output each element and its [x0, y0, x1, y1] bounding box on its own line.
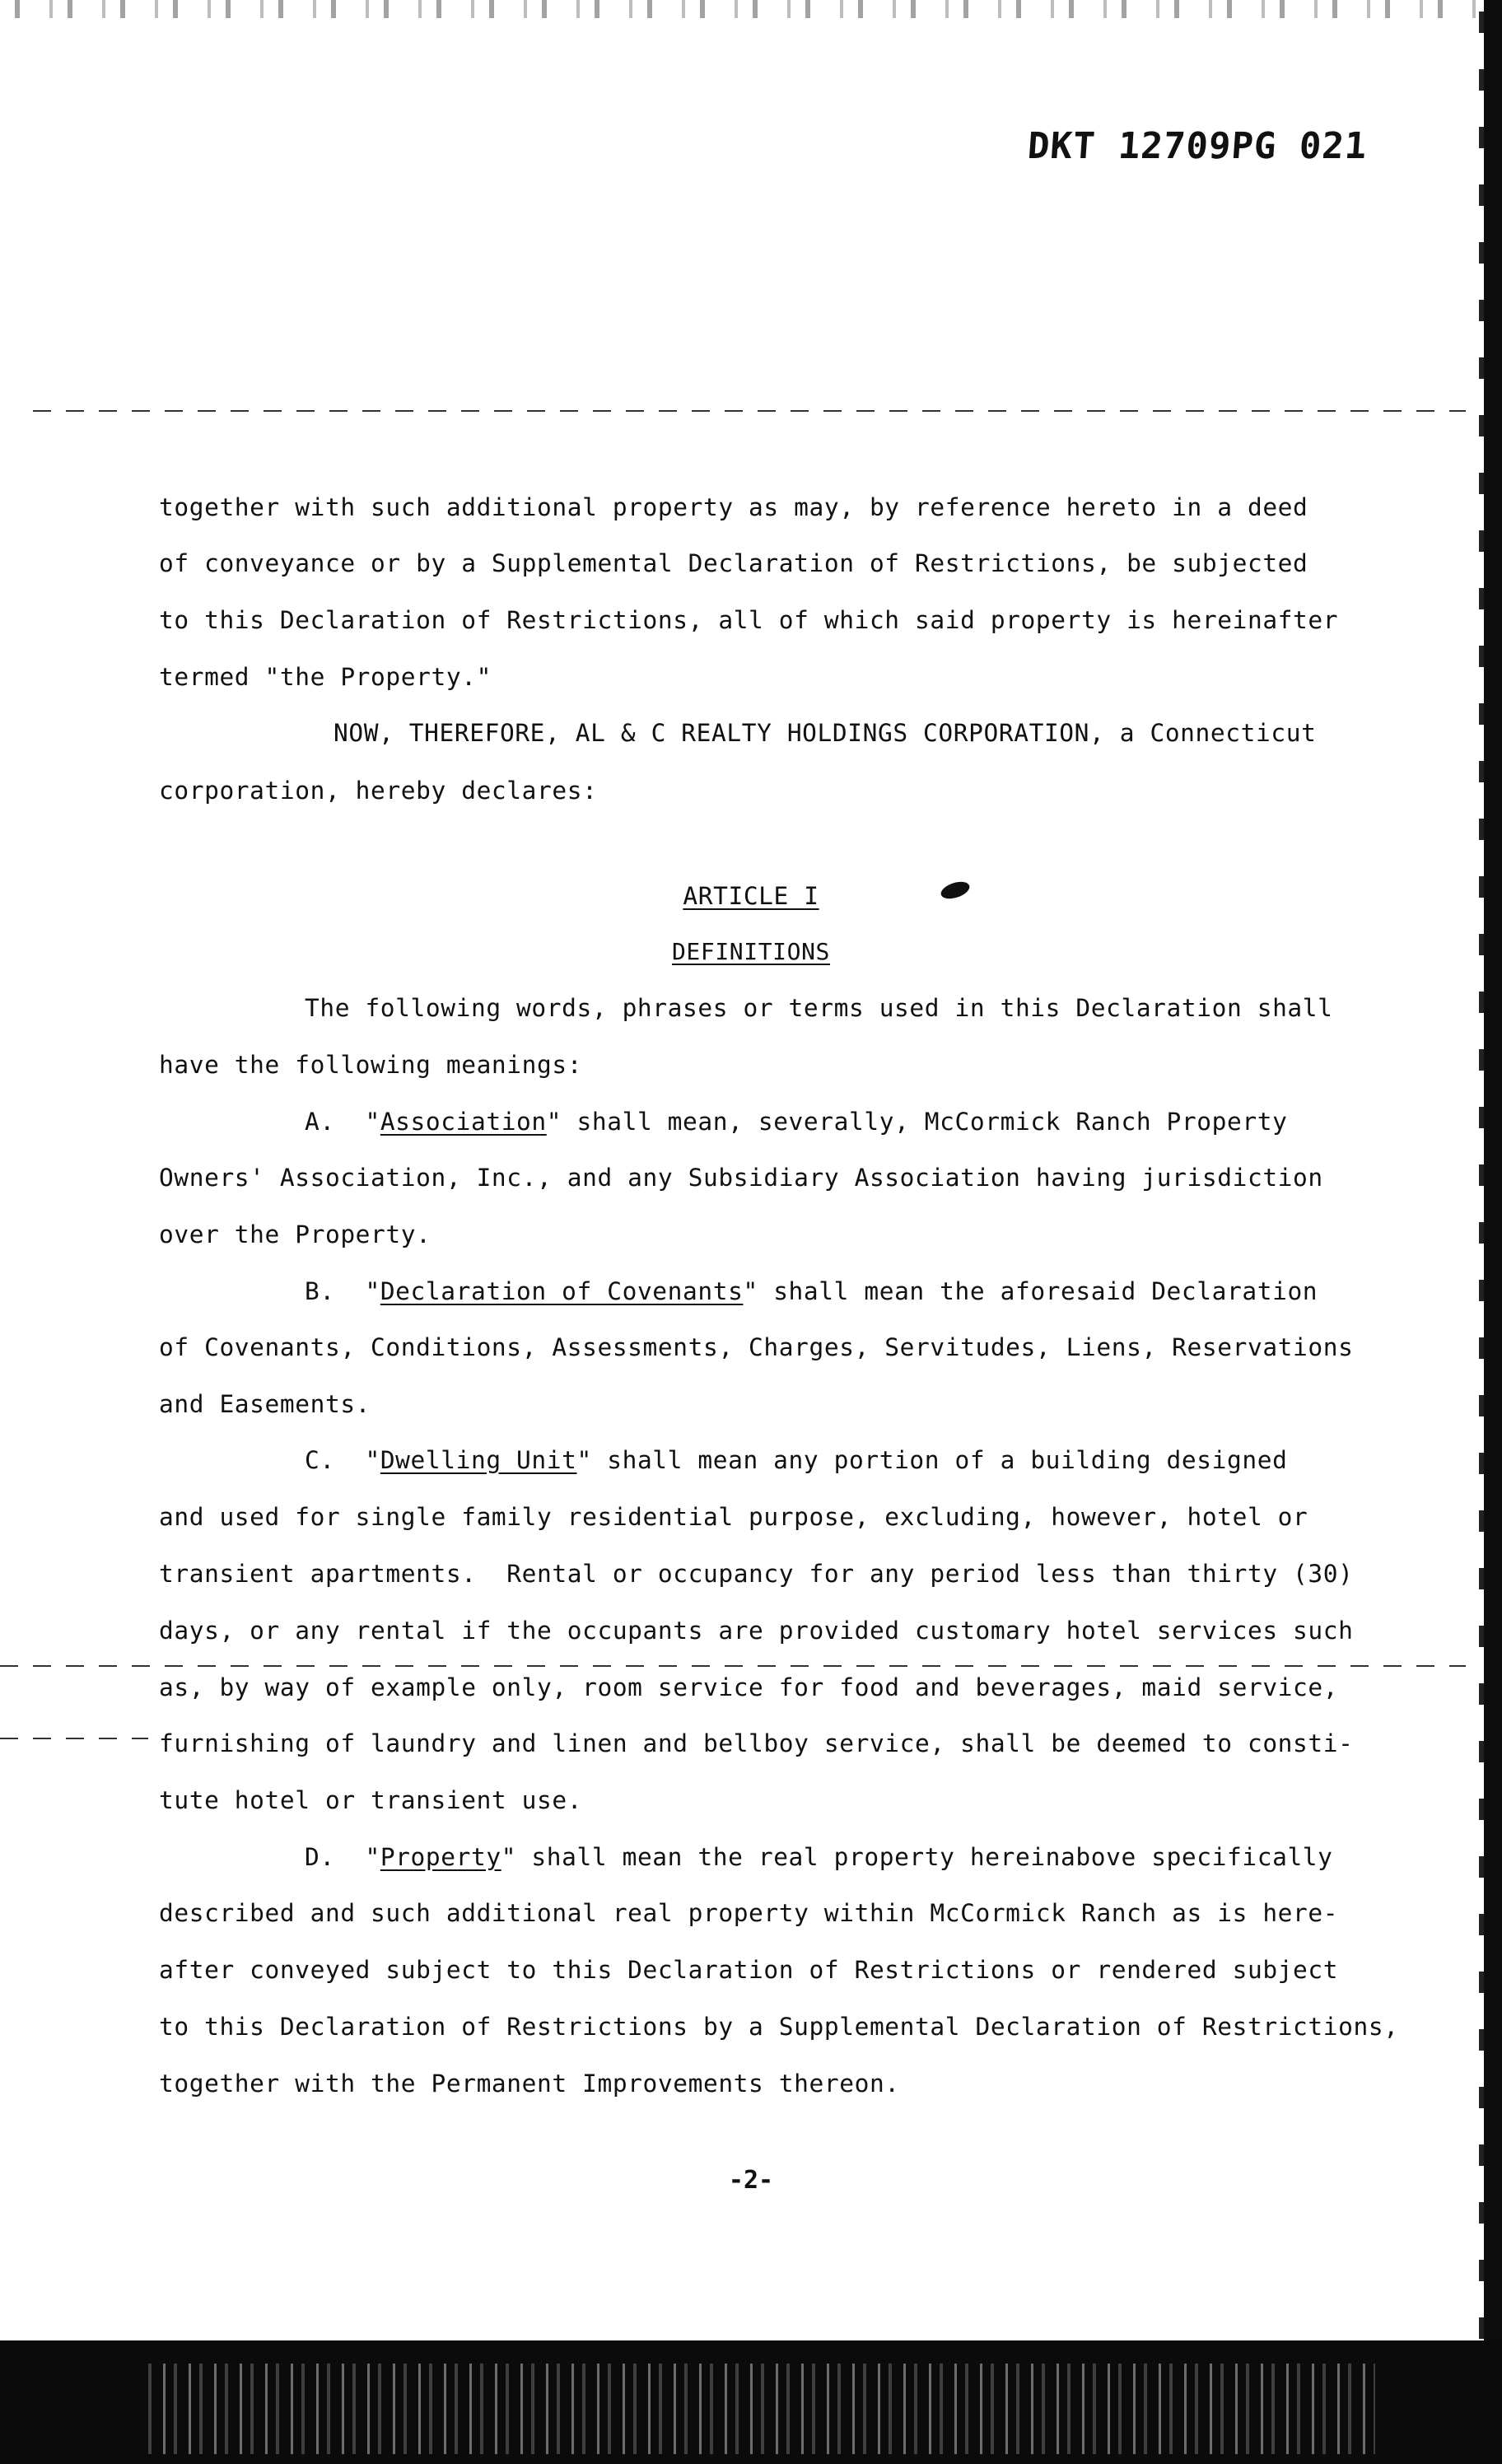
- definition-prefix: C. ": [305, 1446, 380, 1474]
- article-heading: ARTICLE I: [683, 882, 819, 910]
- definition-c: [305, 1444, 1287, 1477]
- definition-text: " shall mean any portion of a building designed: [576, 1446, 1288, 1474]
- text-line: to this Declaration of Restrictions, all of which said property is hereinafter: [159, 606, 1339, 634]
- scan-dash-line: [0, 1738, 148, 1739]
- text-line: of Covenants, Conditions, Assessments, Charges, Servitudes, Liens, Reservations: [159, 1333, 1354, 1361]
- scan-bottom-noise: [140, 2364, 1375, 2454]
- text-line: termed "the Property.": [159, 663, 492, 691]
- text-line: tute hotel or transient use.: [159, 1786, 583, 1814]
- definition-text: " shall mean the real property hereinabove specifically: [501, 1843, 1333, 1871]
- text-line: days, or any rental if the occupants are provided customary hotel services such: [159, 1617, 1354, 1645]
- definition-prefix: B. ": [305, 1277, 380, 1305]
- text-line: as, by way of example only, room service for food and beverages, maid service,: [159, 1673, 1339, 1701]
- definition-b: [305, 1275, 1318, 1308]
- text-line: together with such additional property as may, by reference hereto in a deed: [159, 493, 1308, 521]
- definition-text: " shall mean, severally, McCormick Ranch Property: [546, 1108, 1288, 1136]
- text-line: NOW, THEREFORE, AL & C REALTY HOLDINGS CORPORATION, a Connecticut: [334, 719, 1317, 747]
- text-line: furnishing of laundry and linen and bellboy service, shall be deemed to consti-: [159, 1729, 1354, 1757]
- definition-a: [305, 1105, 1287, 1138]
- term-declaration-of-covenants: Declaration of Covenants: [380, 1277, 744, 1305]
- text-line: and Easements.: [159, 1390, 371, 1418]
- definition-prefix: A. ": [305, 1108, 380, 1136]
- docket-stamp: DKT 12709PG 021: [1026, 125, 1369, 167]
- text-line: and used for single family residential purpose, excluding, however, hotel or: [159, 1503, 1308, 1531]
- text-line: of conveyance or by a Supplemental Declaration of Restrictions, be subjected: [159, 549, 1308, 577]
- text-line: corporation, hereby declares:: [159, 777, 598, 805]
- scan-dash-line: [0, 1665, 1466, 1667]
- definition-d: [305, 1841, 1333, 1874]
- scan-edge-right: [1484, 0, 1502, 2464]
- text-line: Owners' Association, Inc., and any Subsidiary Association having jurisdiction: [159, 1164, 1323, 1192]
- scan-dash-line: [33, 410, 1466, 412]
- text-line: described and such additional real property within McCormick Ranch as is here-: [159, 1899, 1339, 1927]
- text-line: The following words, phrases or terms used in this Declaration shall: [305, 994, 1333, 1022]
- text-line: have the following meanings:: [159, 1051, 583, 1079]
- text-line: transient apartments. Rental or occupancy for any period less than thirty (30): [159, 1560, 1354, 1588]
- text-line: over the Property.: [159, 1220, 431, 1248]
- definition-text: " shall mean the aforesaid Declaration: [743, 1277, 1318, 1305]
- scan-noise-top: [0, 0, 1502, 18]
- term-property: Property: [380, 1843, 501, 1871]
- page-number: -2-: [728, 2166, 774, 2195]
- text-line: to this Declaration of Restrictions by a Supplemental Declaration of Restrictions,: [159, 2013, 1399, 2041]
- definition-prefix: D. ": [305, 1843, 380, 1871]
- text-line: together with the Permanent Improvements thereon.: [159, 2070, 900, 2098]
- term-association: Association: [380, 1108, 547, 1136]
- term-dwelling-unit: Dwelling Unit: [380, 1446, 577, 1474]
- definitions-heading: DEFINITIONS: [671, 938, 831, 965]
- text-line: after conveyed subject to this Declaration of Restrictions or rendered subject: [159, 1956, 1339, 1984]
